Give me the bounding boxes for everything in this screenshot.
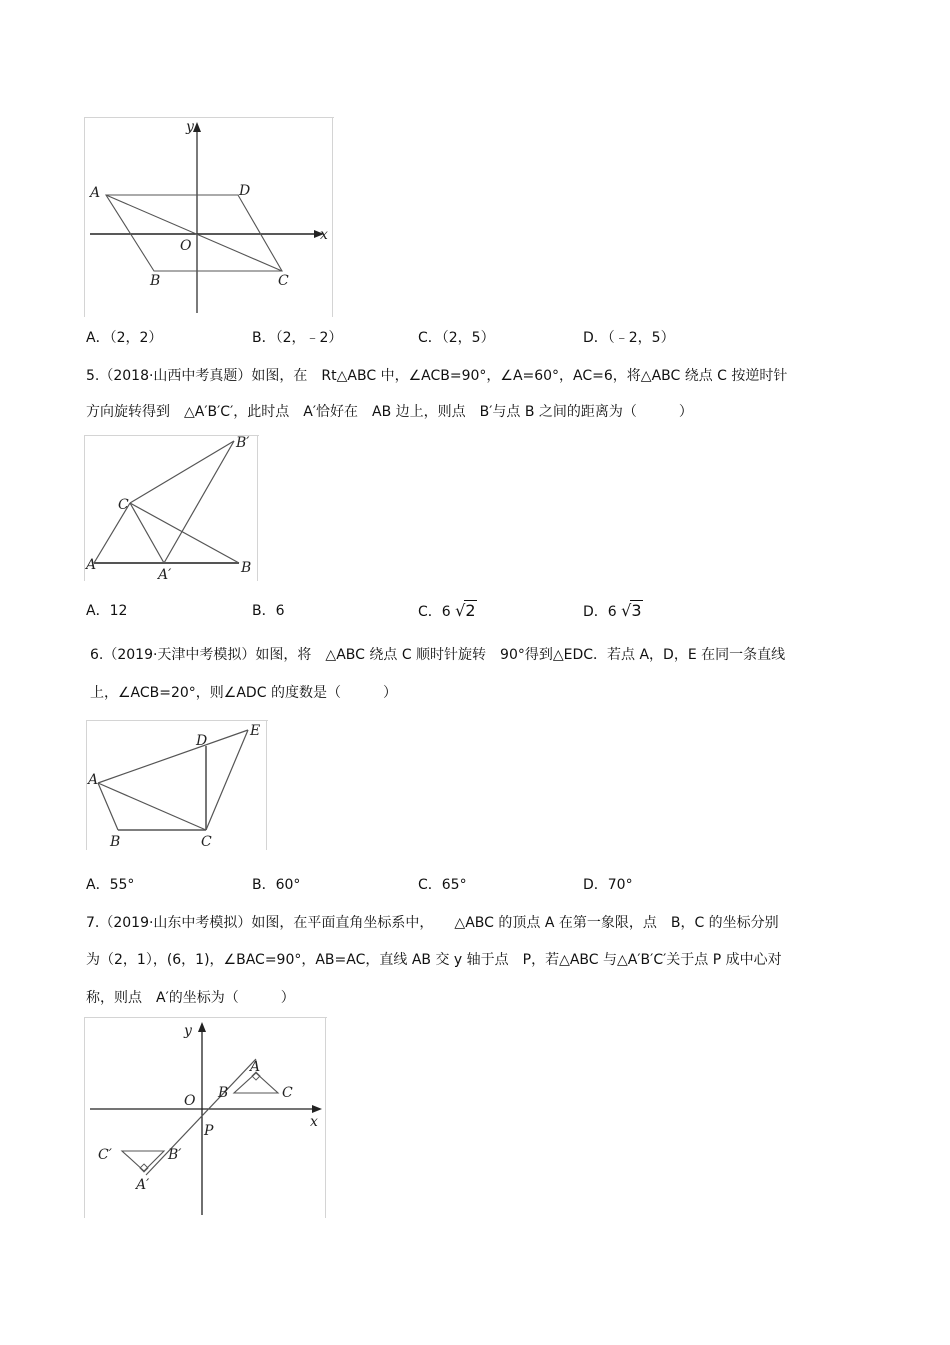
label-a: A	[88, 772, 99, 788]
label-d: D	[196, 733, 208, 749]
q5-option-b[interactable]: B．6	[252, 603, 285, 619]
x-axis-arrow	[312, 1105, 322, 1113]
segment-ec	[206, 730, 248, 830]
q5-diagram	[84, 435, 259, 581]
label-p: P	[204, 1123, 214, 1139]
label-x: x	[310, 1114, 318, 1130]
label-a: A	[250, 1059, 261, 1075]
q6-option-a[interactable]: A．55°	[86, 877, 135, 893]
q7-figure	[84, 1017, 327, 1218]
triangle-a-prime-b-prime-c-prime	[122, 1151, 164, 1171]
q4-figure	[84, 117, 334, 317]
q7-diagram	[84, 1017, 327, 1218]
q4-options	[86, 327, 886, 349]
q6-option-d[interactable]: D．70°	[583, 877, 633, 893]
segment-ac	[98, 783, 206, 830]
label-x: x	[320, 227, 328, 243]
line-ab-extended	[146, 1059, 256, 1175]
label-c-prime: C′	[98, 1147, 112, 1163]
q6-figure	[86, 720, 268, 850]
q4-option-c[interactable]: C．（2，5）	[418, 330, 495, 346]
label-o: O	[180, 238, 192, 254]
label-b: B	[218, 1085, 229, 1101]
label-c: C	[118, 497, 129, 513]
q5-option-c-prefix: C．6	[418, 604, 451, 620]
q5-stem-line-1: 5.（2018·山西中考真题）如图，在 Rt△ABC 中，∠ACB=90°，∠A=60°，AC=6，将△ABC 绕点 C 按逆时针	[86, 368, 788, 384]
q4-option-b[interactable]: B．（2，﹣2）	[252, 330, 343, 346]
q7-stem-line-1: 7.（2019·山东中考模拟）如图，在平面直角坐标系中， △ABC 的顶点 A 在第一象限，点 B，C 的坐标分别	[86, 915, 779, 931]
q4-diagram	[84, 117, 334, 317]
label-d: D	[239, 183, 251, 199]
label-y: y	[186, 119, 194, 135]
q5-figure	[84, 435, 259, 581]
q5-stem-line-2: 方向旋转得到 △A′B′C′，此时点 A′恰好在 AB 边上，则点 B′与点 B 之间的距离为（ ）	[86, 404, 693, 420]
q6-diagram	[86, 720, 268, 850]
q6-stem-line-1: 6.（2019·天津中考模拟）如图，将 △ABC 绕点 C 顺时针旋转 90°得到△EDC．若点 A，D，E 在同一条直线	[90, 647, 786, 663]
label-c: C	[282, 1085, 293, 1101]
label-b: B	[150, 273, 161, 289]
diagonal-ac	[106, 195, 282, 271]
q6-options	[86, 874, 886, 896]
label-a: A	[86, 557, 97, 573]
sqrt-sign: √2	[455, 601, 476, 620]
q5-option-c-radicand: 2	[465, 601, 476, 620]
segment-a-prime-b-prime	[164, 441, 234, 563]
label-c: C	[278, 273, 289, 289]
y-axis-arrow	[198, 1022, 206, 1032]
q4-option-d[interactable]: D．（﹣2，5）	[583, 330, 675, 346]
label-b-prime: B′	[236, 435, 250, 451]
label-e: E	[250, 723, 261, 739]
q5-option-d-radicand: 3	[631, 601, 642, 620]
q7-stem-line-3: 称，则点 A′的坐标为（ ）	[86, 990, 295, 1006]
y-axis-arrow	[193, 122, 201, 132]
q6-option-c[interactable]: C．65°	[418, 877, 467, 893]
q5-option-c[interactable]	[418, 600, 477, 623]
q6-option-b[interactable]: B．60°	[252, 877, 301, 893]
sqrt-sign: √3	[621, 601, 642, 620]
label-b: B	[241, 560, 252, 576]
label-b-prime: B′	[168, 1147, 182, 1163]
label-y: y	[184, 1023, 192, 1039]
q4-option-a[interactable]: A．（2，2）	[86, 330, 163, 346]
segment-ae	[98, 730, 248, 783]
q5-option-a[interactable]: A．12	[86, 603, 128, 619]
label-o: O	[184, 1093, 196, 1109]
q7-stem-line-2: 为（2，1），(6，1)，∠BAC=90°，AB=AC，直线 AB 交 y 轴于点 P，若△ABC 与△A′B′C′关于点 P 成中心对	[86, 952, 782, 968]
label-a-prime: A′	[136, 1177, 150, 1193]
label-a-prime: A′	[158, 567, 172, 581]
label-b: B	[110, 834, 121, 850]
q5-option-d-prefix: D．6	[583, 604, 617, 620]
q6-stem-line-2: 上，∠ACB=20°，则∠ADC 的度数是（ ）	[90, 685, 397, 701]
segment-cb-prime	[130, 441, 234, 503]
label-a: A	[90, 185, 101, 201]
q5-option-d[interactable]	[583, 600, 643, 623]
q5-options	[86, 600, 886, 622]
label-c: C	[201, 834, 212, 850]
